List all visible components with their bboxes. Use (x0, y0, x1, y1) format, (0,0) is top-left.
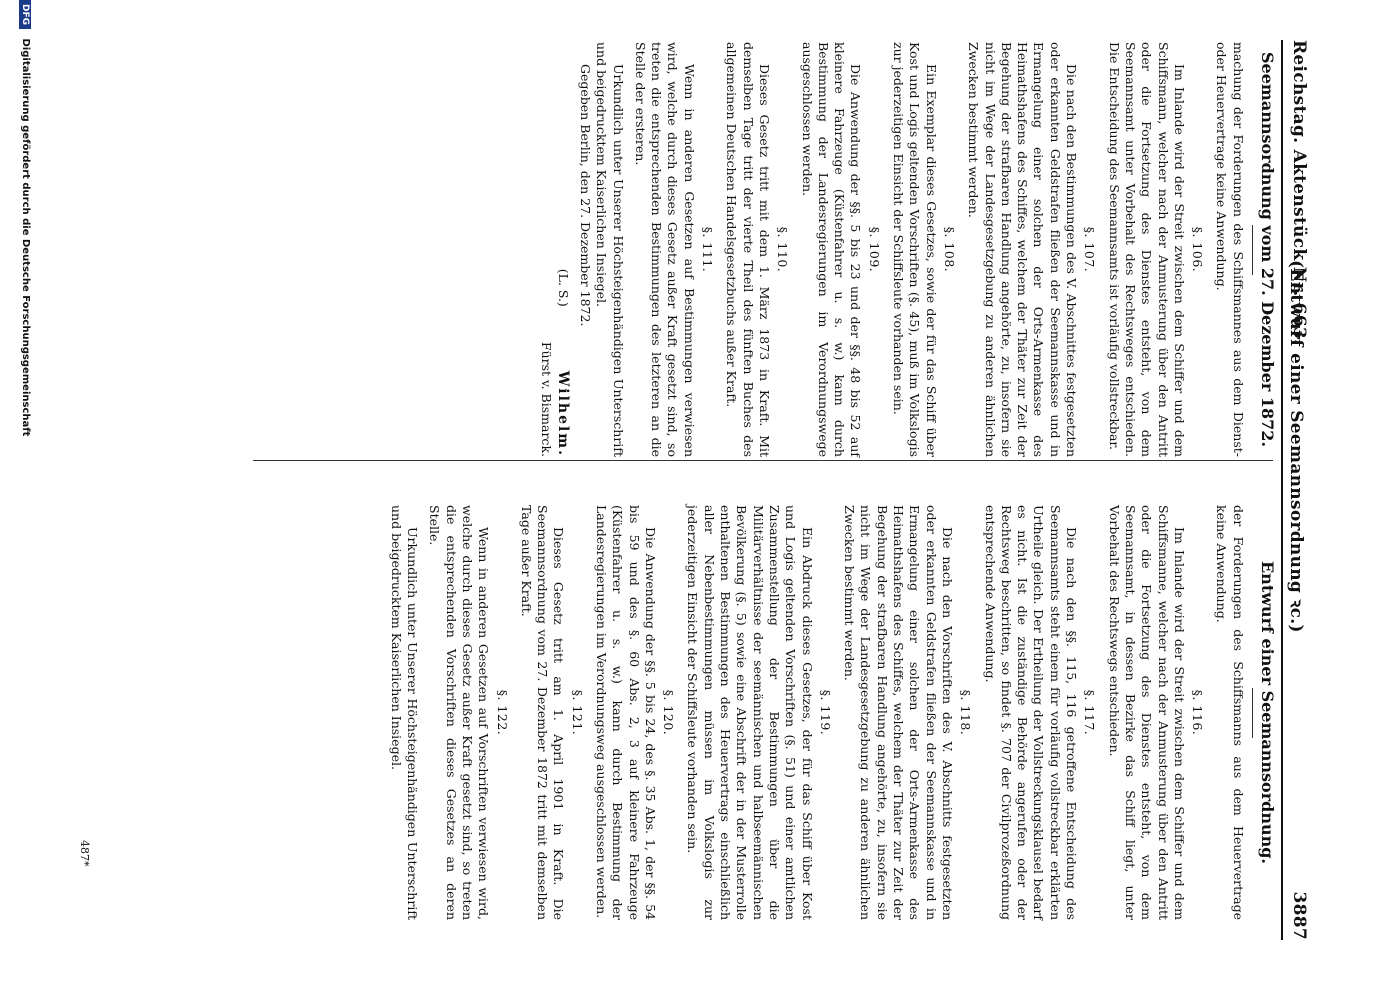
section-number: §. 121. (569, 689, 585, 736)
left-column-title: Seemannsordnung vom 27. Dezember 1872. (1258, 51, 1277, 448)
right-column (387, 505, 1275, 920)
section-text: Die nach den Bestimmungen des V. Abschnittes festgesetzten oder erkannten Geldstrafen fließen der Seemannskasse und in Ermangelung einer solchen der Orts-Armenkasse des Heimathshafens des Schiffes, welchem der Thäter zur Zeit der Begehung der strafbaren Handlung angehörte, zu, insofern sie nicht im Wege der Landesgesetzgebung zu anderen ähnlichen Zwecken bestimmt werden. (966, 42, 1080, 457)
closing-formula: Urkundlich unter Unserer Höchsteigenhändigen Unterschrift und beigedrucktem Kaiserlichen Insiegel. (594, 42, 626, 457)
section-text: Im Inlande wird der Streit zwischen dem Schiffer und dem Schiffsmann, welcher nach der Anmusterung über den Antritt oder die Fortsetzung des Dienstes entsteht, von dem Seemannsamt unter Vorbehalt des Rechtsweges entschieden. Die Entscheidung des Seemannsamts ist vorläufig vollstreckbar. (1106, 42, 1187, 457)
closing-formula: Urkundlich unter Unserer Höchsteigenhändigen Unterschrift und beigedrucktem Kaiserlichen Insiegel. (388, 505, 421, 920)
section-text: Die Anwendung der §§. 5 bis 24, des §. 35 Abs. 1, der §§. 54 bis 59 und des §. 60 Abs. 2, 3 auf kleinere Fahrzeuge (Küstenfahrer u. s. w.) kann durch Bestimmung der Landesregierungen im Verordnungsweg ausgeschlossen werden. (594, 505, 658, 920)
title-rule (1252, 225, 1253, 275)
left-intro: machung der Forderungen des Schiffsmannes aus dem Dienst- oder Heuervertrage keine Anwendung. (1214, 42, 1246, 457)
footer-page-number: 487* (78, 840, 91, 867)
section-number: §. 106. (1190, 226, 1206, 273)
signature-block (538, 42, 571, 457)
section-text: Die nach den §§. 115, 116 getroffene Entscheidung des Seemannsamts steht einem für vorläufig vollstreckbar erklärten Urtheile gleich. Der Ertheilung der Vollstreckungsklausel bedarf es nicht. Ist die zuständige Behörde angerufen oder der Rechtsweg beschritten, so findet §. 707 der Civilprozeßordnung entsprechende Anwendung. (982, 505, 1080, 920)
header-document-ref: Reichstag. Aktenstück Nr. 663. (1289, 40, 1309, 346)
dfg-logo-icon: DFG (19, 0, 31, 29)
section-number: §. 118. (958, 689, 974, 736)
signature-emperor: Wilhelm. (554, 370, 571, 457)
digitization-credit (11, 0, 31, 1000)
section-text: Dieses Gesetz tritt am 1. April 1901 in Kraft. Die Seemannsordnung vom 27. Dezember 1872 tritt mit demselben Tage außer Kraft. (518, 505, 567, 920)
section-number: §. 120. (661, 689, 677, 736)
section-number: §. 108. (941, 226, 957, 273)
header-page-number: 3887 (1289, 891, 1309, 940)
section-text: Ein Exemplar dieses Gesetzes, sowie der für das Schiff über Kost und Logis geltenden Vorschriften (§. 45), muß im Volkslogis zur jederzeitigen Einsicht der Schiffsleute vorhanden sein. (891, 42, 939, 457)
section-number: §. 116. (1190, 689, 1206, 736)
header-document-title: (Entwurf einer Seemannsordnung ꝛc.) (1286, 260, 1306, 633)
header-rule (1281, 40, 1283, 940)
left-column (538, 42, 1275, 457)
credit-text: Digitalisierung gefördert durch die Deutsche Forschungsgemeinschaft (20, 38, 31, 437)
section-number: §. 109. (866, 226, 882, 273)
section-text: Die Anwendung der §§. 5 bis 23 und der §§. 48 bis 52 auf kleinere Fahrzeuge (Küstenfahrer u. s. w.) kann durch Bestimmung der Landesregierungen im Verordnungswege ausgeschlossen werden. (799, 42, 864, 457)
section-text: Ein Abdruck dieses Gesetzes, der für das Schiff über Kost und Logis geltenden Vorschriften (§. 51) und einer amtlichen Zusammenstellung der Bestimmungen über die Militärverhältnisse der seemännischen und halbseemännischen Bevölkerung (§. 5) sowie eine Abschrift der in der Musterrolle enthaltenen Bestimmungen des Heuervertrags einschließlich aller Nebenbestimmungen müssen im Volkslogis zur jederzeitigen Einsicht der Schiffsleute vorhanden sein. (685, 505, 815, 920)
section-text: Die nach den Vorschriften des V. Abschnitts festgesetzten oder erkannten Geldstrafen fließen der Seemannskasse und in Ermangelung einer solchen der Orts-Armenkasse des Heimathshafens des Schiffes, welchem der Thäter zur Zeit der Begehung der strafbaren Handlung angehörte, zu, insofern sie nicht im Wege der Landesgesetzgebung zu anderen ähnlichen Zwecken bestimmt werden. (842, 505, 955, 920)
section-number: §. 110. (775, 226, 791, 273)
signature-chancellor: Fürst v. Bismarck. (539, 341, 555, 457)
section-number: §. 119. (817, 689, 833, 736)
section-number: §. 122. (494, 689, 510, 736)
section-number: §. 117. (1082, 689, 1098, 736)
seal-mark: (L. S.) (555, 268, 571, 307)
section-number: §. 107. (1082, 226, 1098, 273)
given-date: Gegeben Berlin, den 27. Dezember 1872. (578, 64, 594, 327)
title-rule (1252, 688, 1253, 738)
right-column-title: Entwurf einer Seemannsordnung. (1258, 560, 1277, 864)
section-text: Im Inlande wird der Streit zwischen dem Schiffer und dem Schiffsmanne, welcher nach der Anmusterung über den Antritt oder die Fortsetzung des Dienstes entsteht, von dem Seemannsamt, in dessen Bezirke das Schiff liegt, unter Vorbehalt des Rechtswegs entschieden. (1106, 505, 1187, 920)
page-header (1283, 40, 1315, 940)
column-divider (253, 460, 1273, 461)
right-intro: der Forderungen des Schiffsmanns aus dem Heuervertrage keine Anwendung. (1214, 505, 1246, 920)
section-number: §. 111. (700, 226, 716, 273)
section-text: Wenn in anderen Gesetzen auf Bestimmungen verwiesen wird, welche durch dieses Gesetz außer Kraft gesetzt sind, so treten die entsprechenden Bestimmungen des letzteren an die Stelle der ersteren. (632, 42, 697, 457)
section-text: Wenn in anderen Gesetzen auf Vorschriften verwiesen wird, welche durch dieses Gesetz außer Kraft gesetzt sind, so treten die entsprechenden Vorschriften dieses Gesetzes an deren Stelle. (427, 505, 492, 920)
section-text: Dieses Gesetz tritt mit dem 1. März 1873 in Kraft. Mit demselben Tage tritt der vierte Theil des fünften Buches des allgemeinen Deutschen Handelsgesetzbuchs außer Kraft. (724, 42, 772, 457)
